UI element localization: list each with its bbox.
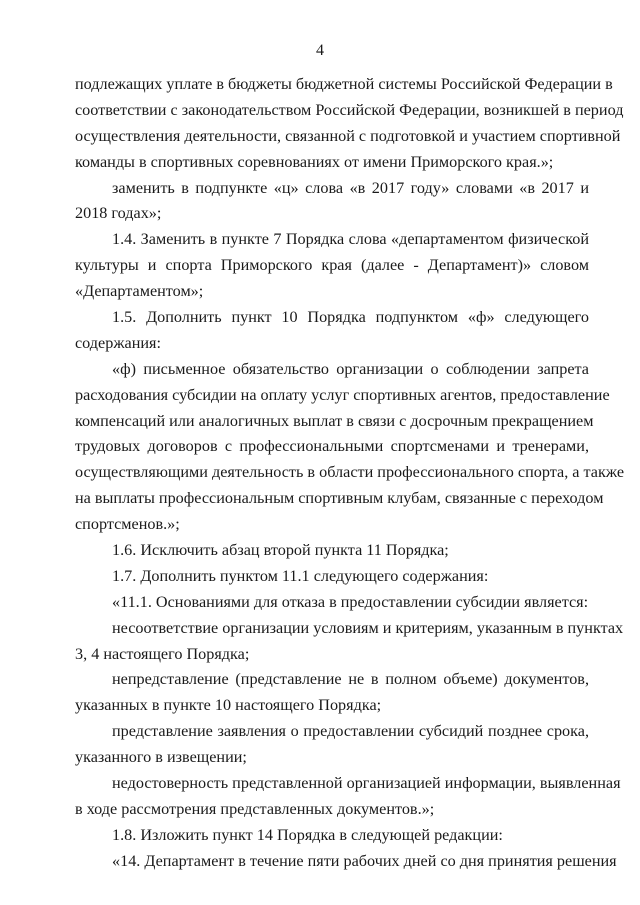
document-body	[75, 72, 625, 875]
text-line: 1.6. Исключить абзац второй пункта 11 Порядка;	[112, 541, 449, 560]
text-line: указанного в извещении;	[75, 748, 247, 767]
page-number: 4	[316, 42, 324, 59]
text-line: соответствии с законодательством Российской Федерации, возникшей в период	[75, 100, 624, 119]
text-line: указанных в пункте 10 настоящего Порядка;	[75, 696, 382, 715]
text-line: 1.4. Заменить в пункте 7 Порядка слова «департаментом физической	[112, 230, 589, 249]
text-line: 1.8. Изложить пункт 14 Порядка в следующей редакции:	[112, 825, 503, 844]
text-line: «ф) письменное обязательство организации о соблюдении запрета	[112, 359, 589, 378]
text-line: несоответствие организации условиям и критериям, указанным в пунктах	[112, 618, 624, 637]
text-line: 2018 годах»;	[75, 204, 162, 223]
text-line: «Департаментом»;	[75, 282, 204, 301]
text-line: заменить в подпункте «ц» слова «в 2017 году» словами «в 2017 и	[112, 178, 589, 197]
text-line: 1.5. Дополнить пункт 10 Порядка подпунктом «ф» следующего	[112, 308, 589, 327]
text-line: подлежащих уплате в бюджеты бюджетной системы Российской Федерации в	[75, 75, 613, 93]
text-line: на выплаты профессиональным спортивным клубам, связанные с переходом	[75, 489, 604, 508]
text-line: представление заявления о предоставлении субсидий позднее срока,	[112, 722, 589, 741]
text-line: осуществления деятельности, связанной с подготовкой и участием спортивной	[75, 126, 621, 145]
text-line: содержания:	[75, 333, 161, 352]
text-line: осуществляющими деятельность в области профессионального спорта, а также	[75, 463, 625, 482]
text-line: культуры и спорта Приморского края (далее - Департамент)» словом	[75, 256, 589, 275]
text-line: трудовых договоров с профессиональными спортсменами и тренерами,	[75, 437, 589, 456]
text-line: спортсменов.»;	[75, 515, 180, 534]
text-line: непредставление (представление не в полном объеме) документов,	[112, 670, 589, 689]
text-line: «11.1. Основаниями для отказа в предоставлении субсидии является:	[112, 592, 589, 611]
text-line: компенсаций или аналогичных выплат в связи с досрочным прекращением	[75, 411, 594, 430]
text-line: в ходе рассмотрения представленных документов.»;	[75, 799, 435, 818]
text-line: расходования субсидии на оплату услуг спортивных агентов, предоставление	[75, 385, 610, 404]
text-line: 3, 4 настоящего Порядка;	[75, 644, 250, 663]
text-line: команды в спортивных соревнованиях от имени Приморского края.»;	[75, 152, 554, 171]
text-line: недостоверность представленной организацией информации, выявленная	[112, 774, 621, 793]
text-line: «14. Департамент в течение пяти рабочих дней со дня принятия решения	[112, 851, 617, 870]
text-line: 1.7. Дополнить пунктом 11.1 следующего содержания:	[112, 566, 489, 585]
